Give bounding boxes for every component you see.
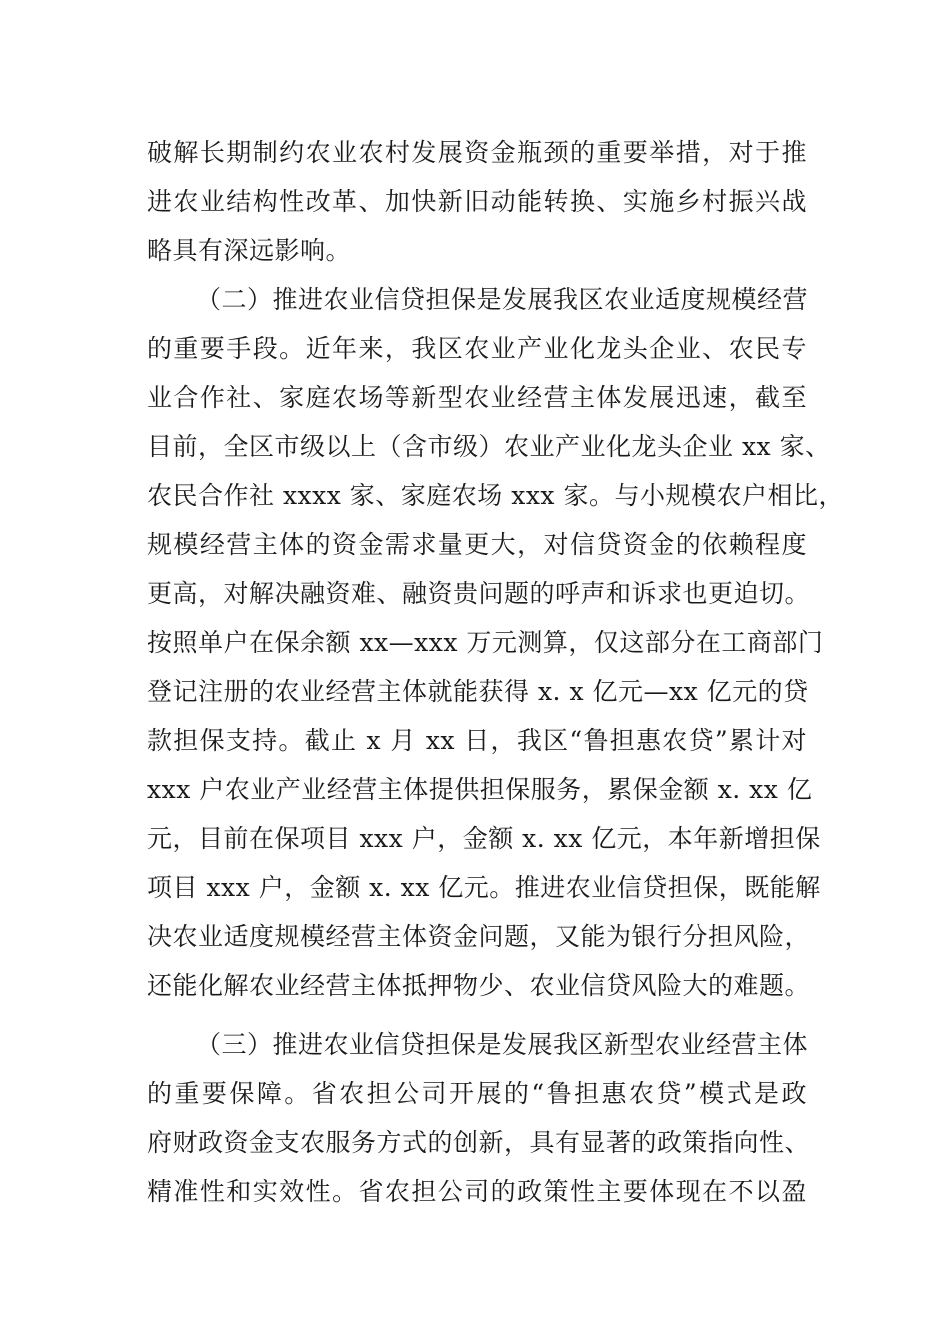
text-line: （三）推进农业信贷担保是发展我区新型农业经营主体 bbox=[196, 1030, 809, 1059]
text-line: 的重要保障。省农担公司开展的“鲁担惠农贷”模式是政 bbox=[147, 1079, 807, 1108]
text-line: 精准性和实效性。省农担公司的政策性主要体现在不以盈 bbox=[147, 1177, 807, 1206]
text-line: 略具有深远影响。 bbox=[147, 236, 352, 265]
text-line: xxx 户农业产业经营主体提供担保服务，累保金额 x. xx 亿 bbox=[147, 775, 813, 804]
text-line: 业合作社、家庭农场等新型农业经营主体发展迅速，截至 bbox=[147, 383, 807, 412]
text-line: （二）推进农业信贷担保是发展我区农业适度规模经营 bbox=[196, 285, 809, 314]
text-line: 按照单户在保余额 xx—xxx 万元测算，仅这部分在工商部门 bbox=[147, 628, 824, 657]
text-line: 进农业结构性改革、加快新旧动能转换、实施乡村振兴战 bbox=[147, 187, 807, 216]
text-line: 登记注册的农业经营主体就能获得 x. x 亿元—xx 亿元的贷 bbox=[147, 677, 809, 706]
text-line: 项目 xxx 户，金额 x. xx 亿元。推进农业信贷担保，既能解 bbox=[147, 873, 821, 902]
text-line: 农民合作社 xxxx 家、家庭农场 xxx 家。与小规模农户相比， bbox=[147, 481, 844, 510]
text-line: 目前，全区市级以上（含市级）农业产业化龙头企业 xx 家、 bbox=[147, 432, 831, 461]
text-line: 破解长期制约农业农村发展资金瓶颈的重要举措，对于推 bbox=[147, 138, 807, 167]
text-line: 府财政资金支农服务方式的创新，具有显著的政策指向性、 bbox=[147, 1128, 811, 1157]
text-line: 决农业适度规模经营主体资金问题，又能为银行分担风险， bbox=[147, 922, 811, 951]
text-line: 规模经营主体的资金需求量更大，对信贷资金的依赖程度 bbox=[147, 530, 807, 559]
text-line: 的重要手段。近年来，我区农业产业化龙头企业、农民专 bbox=[147, 334, 807, 363]
text-line: 款担保支持。截止 x 月 xx 日，我区“鲁担惠农贷”累计对 bbox=[147, 726, 807, 755]
text-line: 元，目前在保项目 xxx 户，金额 x. xx 亿元，本年新增担保 bbox=[147, 824, 821, 853]
text-line: 更高，对解决融资难、融资贵问题的呼声和诉求也更迫切。 bbox=[147, 579, 811, 608]
text-line: 还能化解农业经营主体抵押物少、农业信贷风险大的难题。 bbox=[147, 971, 811, 1000]
